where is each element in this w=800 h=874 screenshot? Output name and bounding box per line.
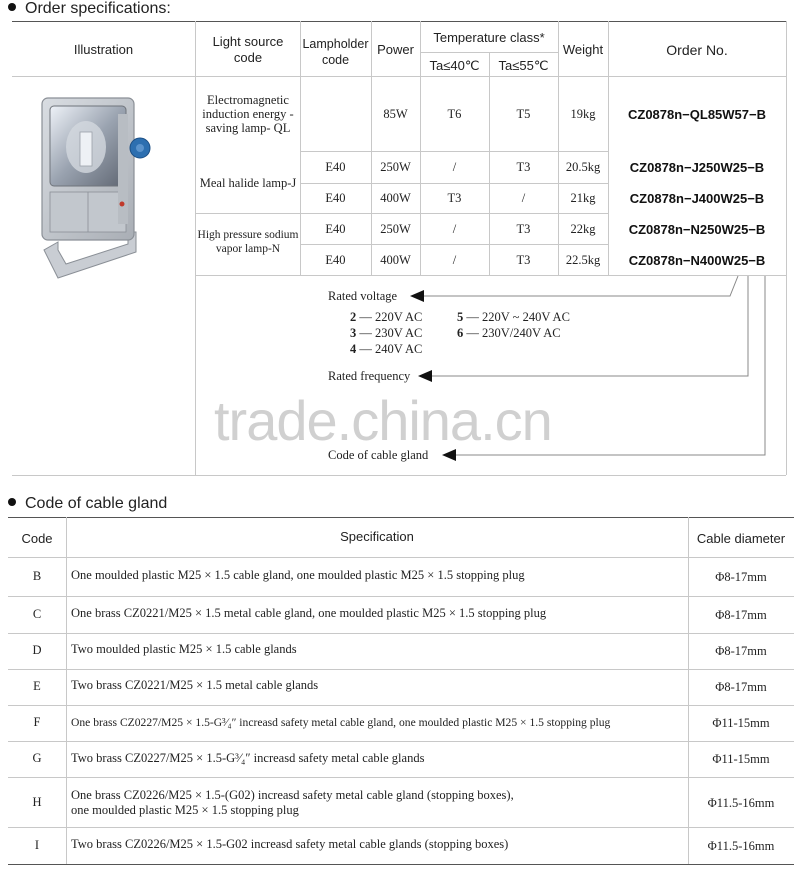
voltage-code-5: 5 (457, 310, 464, 324)
voltage-text-5: — 220V ~ 240V AC (466, 310, 570, 324)
header-lampholder-code: Lampholder code (302, 37, 369, 67)
header-illustration: Illustration (73, 42, 134, 57)
gland-row-h-spec: One brass CZ0226/M25 × 1.5-(G02) increasd safety metal cable gland (stopping boxes), (71, 788, 514, 802)
voltage-code-4: 4 (350, 342, 357, 356)
row2-power: 400W (380, 191, 411, 205)
gland-row-e-diameter: Φ8-17mm (715, 680, 767, 694)
gland-row-h-code: H (32, 795, 42, 809)
row1-t40: / (452, 160, 457, 174)
gland-row-h-diameter: Φ11.5-16mm (707, 796, 775, 810)
header-order-no: Order No. (666, 42, 728, 58)
gland-row-e-code: E (33, 679, 41, 693)
gland-row-i-diameter: Φ11.5-16mm (707, 839, 775, 853)
gland-header-code: Code (21, 531, 53, 546)
watermark: trade.china.cn (214, 389, 552, 452)
gland-row-i-code: I (34, 838, 40, 852)
row4-weight: 22.5kg (565, 253, 601, 267)
row2-t55: / (521, 191, 526, 205)
gland-row-c-diameter: Φ8-17mm (715, 608, 767, 622)
row1-power: 250W (380, 160, 411, 174)
gland-heading-text: Code of cable gland (25, 495, 168, 512)
gland-row-e-spec: Two brass CZ0221/M25 × 1.5 metal cable glands (71, 678, 319, 692)
group-ql: Electromagnetic induction energy -saving lamp- QL (202, 93, 294, 135)
gland-row-d-code: D (32, 643, 42, 657)
header-ta40: Ta≤40℃ (429, 58, 480, 73)
row4-order-no: CZ0878n−N400W25−B (628, 253, 766, 268)
voltage-text-6: — 230V/240V AC (466, 326, 561, 340)
row1-lampholder: E40 (325, 160, 346, 174)
voltage-code-6: 6 (457, 326, 464, 340)
row1-order-no: CZ0878n−J250W25−B (629, 160, 765, 175)
gland-row-b-spec: One moulded plastic M25 × 1.5 cable gland, one moulded plastic M25 × 1.5 stopping plug (71, 568, 525, 582)
gland-row-f-spec: One brass CZ0227/M25 × 1.5-G³⁄₄″ increasd safety metal cable gland, one moulded plastic M25 × 1.5 stopping plug (71, 716, 611, 729)
row3-weight: 22kg (570, 222, 596, 236)
order-heading-text: Order specifications: (25, 0, 171, 17)
row3-power: 250W (380, 222, 411, 236)
gland-header-specification: Specification (340, 529, 414, 544)
row0-order-no: CZ0878n−QL85W57−B (627, 107, 766, 122)
header-ta55: Ta≤55℃ (498, 58, 549, 73)
header-power: Power (377, 42, 414, 57)
row2-weight: 21kg (570, 191, 596, 205)
gland-section-heading (8, 495, 167, 513)
voltage-text-4: — 240V AC (359, 342, 423, 356)
row3-lampholder: E40 (325, 222, 346, 236)
voltage-code-2: 2 (350, 310, 357, 324)
gland-row-g-spec: Two brass CZ0227/M25 × 1.5-G³⁄₄″ increasd safety metal cable glands (71, 751, 425, 765)
gland-row-g-code: G (32, 751, 42, 765)
group-n: High pressure sodium vapor lamp-N (197, 229, 299, 255)
gland-row-c-code: C (32, 607, 42, 621)
row3-t55: T3 (516, 222, 531, 236)
row4-t40: / (452, 253, 457, 267)
row2-t40: T3 (447, 191, 462, 205)
gland-row-b-diameter: Φ8-17mm (715, 570, 767, 584)
row0-weight: 19kg (570, 107, 596, 121)
gland-row-i-spec: Two brass CZ0226/M25 × 1.5-G02 increasd safety metal cable glands (stopping boxes) (71, 837, 509, 851)
voltage-text-2: — 220V AC (359, 310, 423, 324)
row1-t55: T3 (516, 160, 531, 174)
row2-lampholder: E40 (325, 191, 346, 205)
gland-header-cable-diameter: Cable diameter (696, 531, 786, 546)
gland-row-h-spec-line2: one moulded plastic M25 × 1.5 stopping plug (71, 803, 299, 817)
group-j: Meal halide lamp-J (199, 176, 297, 190)
rated-voltage-label: Rated voltage (328, 289, 398, 303)
row0-t40: T6 (447, 107, 462, 121)
row0-t55: T5 (516, 107, 531, 121)
rated-frequency-label: Rated frequency (328, 369, 411, 383)
gland-row-d-diameter: Φ8-17mm (715, 644, 767, 658)
row4-power: 400W (380, 253, 411, 267)
gland-row-f-code: F (33, 715, 41, 729)
gland-row-g-diameter: Φ11-15mm (712, 752, 770, 766)
row0-power: 85W (383, 107, 408, 121)
cable-gland-code-label: Code of cable gland (328, 448, 429, 462)
bullet-icon (8, 498, 16, 506)
header-weight: Weight (562, 42, 604, 57)
row4-t55: T3 (516, 253, 531, 267)
header-light-source-code: Light source code (212, 34, 284, 65)
row1-weight: 20.5kg (565, 160, 601, 174)
row2-order-no: CZ0878n−J400W25−B (629, 191, 765, 206)
gland-row-b-code: B (32, 569, 42, 583)
row4-lampholder: E40 (325, 253, 346, 267)
gland-row-d-spec: Two moulded plastic M25 × 1.5 cable glands (71, 642, 297, 656)
gland-row-c-spec: One brass CZ0221/M25 × 1.5 metal cable gland, one moulded plastic M25 × 1.5 stopping plug (71, 606, 547, 620)
gland-row-f-diameter: Φ11-15mm (712, 716, 770, 730)
row3-order-no: CZ0878n−N250W25−B (628, 222, 766, 237)
voltage-code-3: 3 (350, 326, 357, 340)
header-temperature-class: Temperature class* (433, 30, 545, 45)
voltage-text-3: — 230V AC (359, 326, 423, 340)
row3-t40: / (452, 222, 457, 236)
